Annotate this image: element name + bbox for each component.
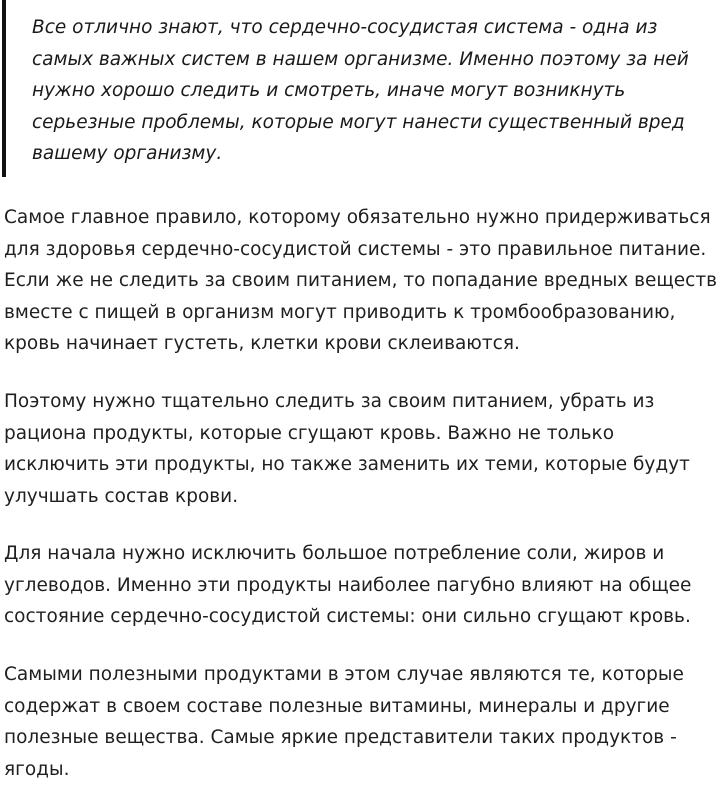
intro-blockquote [2, 0, 714, 177]
paragraph-useful-products: Самыми полезными продуктами в этом случае являются те, которые содержат в своем составе полезные витамины, минералы и другие полезные вещества. Самые яркие представители таких продуктов - ягоды. [4, 664, 684, 780]
paragraph-nutrition-rule: Самое главное правило, которому обязательно нужно придерживаться для здоровья сердечно-сосудистой системы - это правильное питание. Если же не следить за своим питанием, то попадание вредных веществ вместе с пищей в организм могут приводить к тромбообразованию, кровь начинает густеть, клетки крови склеиваются. [4, 207, 718, 354]
paragraph-exclude-salt-fat: Для начала нужно исключить большое потребление соли, жиров и углеводов. Именно эти продукты наиболее пагубно влияют на общее состояние сердечно-сосудистой системы: они сильно сгущают кровь. [4, 543, 692, 627]
blockquote-text: Все отлично знают, что сердечно-сосудистая система - одна из самых важных систем в нашем организме. Именно поэтому за ней нужно хорошо следить и смотреть, иначе могут возникнуть серьезные проблемы, которые могут нанести существенный вред вашему организму. [32, 17, 689, 164]
paragraph-diet-control: Поэтому нужно тщательно следить за своим питанием, убрать из рациона продукты, которые сгущают кровь. Важно не только исключить эти продукты, но также заменить их теми, которые будут улучшать состав крови. [4, 391, 690, 507]
